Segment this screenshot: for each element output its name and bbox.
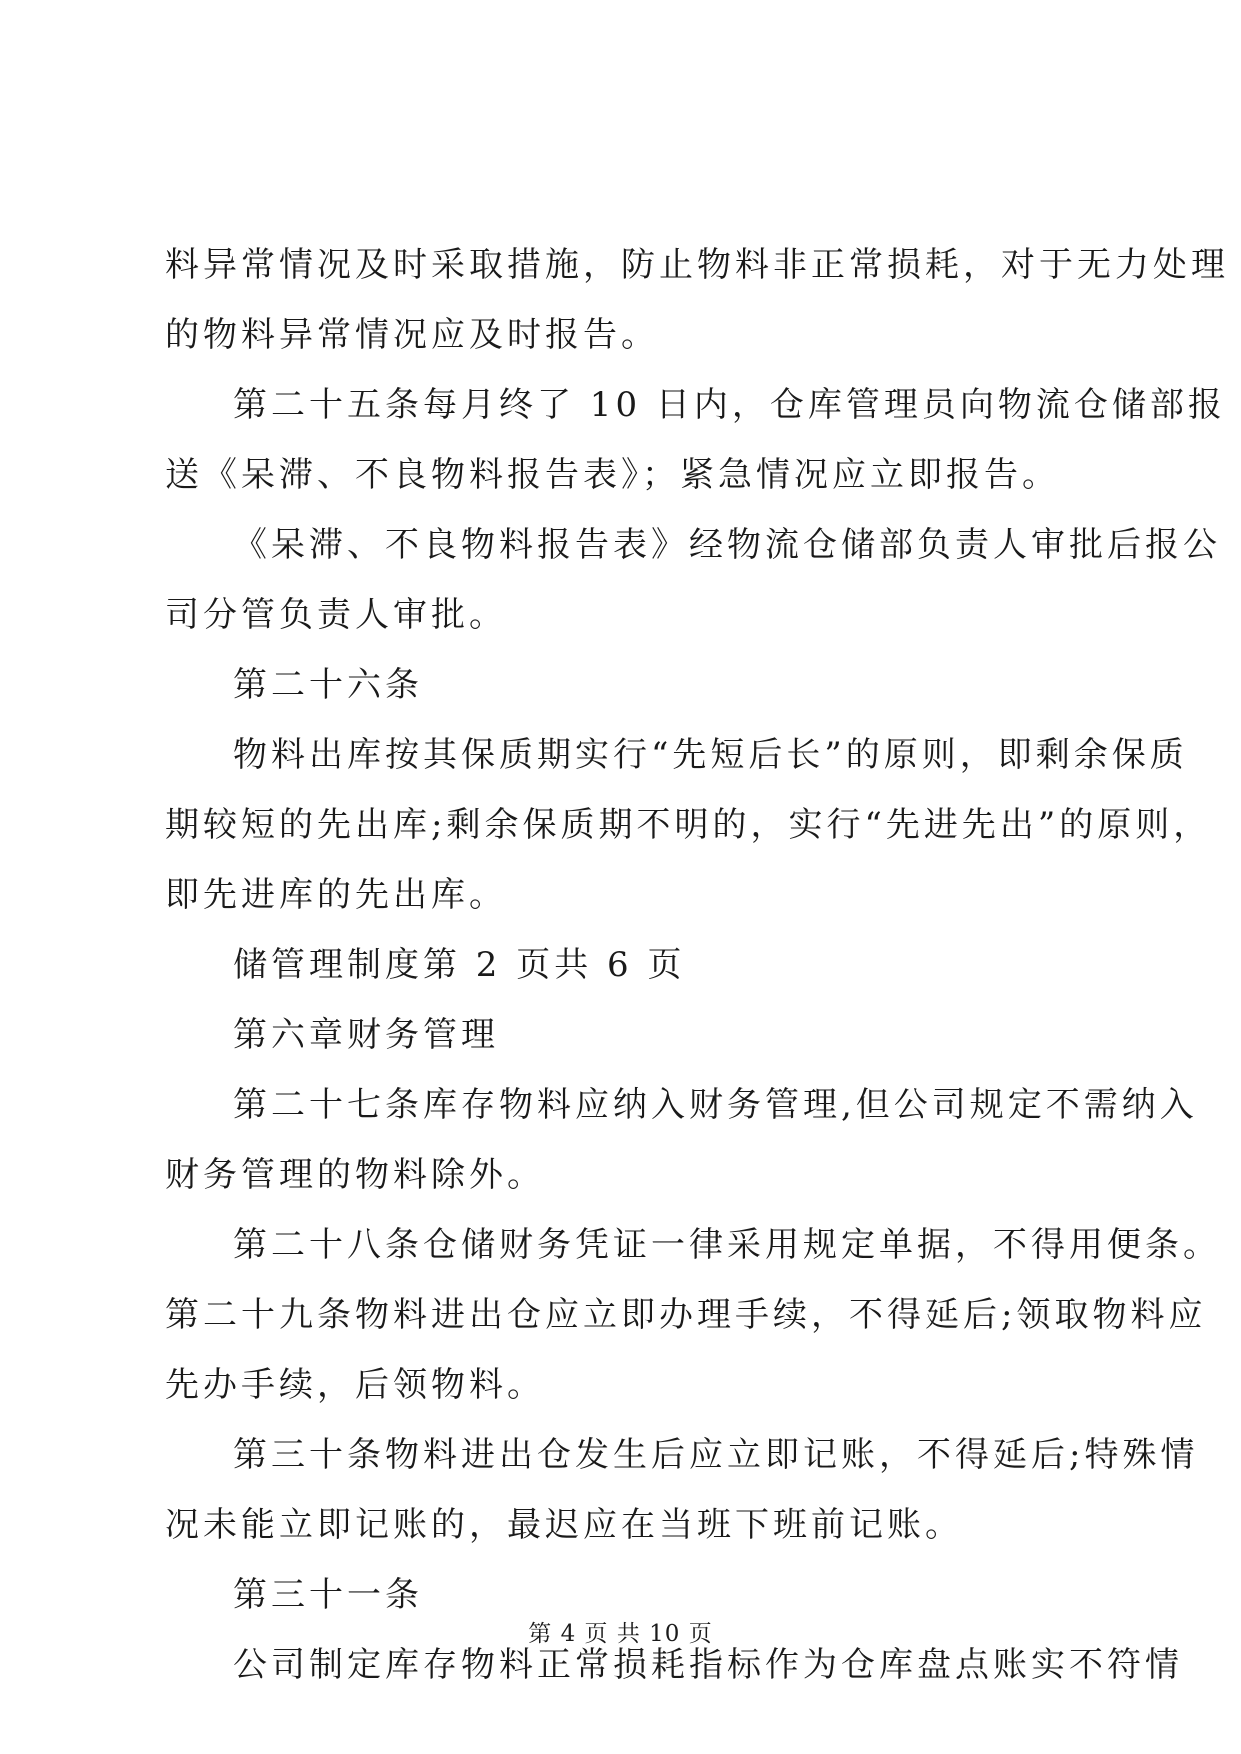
text-line: 第二十九条物料进出仓应立即办理手续，不得延后;领取物料应 bbox=[165, 1295, 1207, 1335]
text-line: 物料出库按其保质期实行“先短后长”的原则，即剩余保质 bbox=[233, 735, 1188, 775]
document-body bbox=[165, 230, 1229, 1700]
text-line: 司分管负责人审批。 bbox=[165, 595, 507, 635]
text-line: 即先进库的先出库。 bbox=[165, 875, 507, 915]
text-line: 况未能立即记账的，最迟应在当班下班前记账。 bbox=[165, 1505, 963, 1545]
text-line: 第三十一条 bbox=[233, 1575, 423, 1615]
text-line: 公司制定库存物料正常损耗指标作为仓库盘点账实不符情 bbox=[233, 1645, 1183, 1685]
text-line: 期较短的先出库;剩余保质期不明的，实行“先进先出”的原则， bbox=[165, 805, 1212, 845]
text-line: 料异常情况及时采取措施，防止物料非正常损耗，对于无力处理 bbox=[165, 245, 1229, 285]
text-line: 第六章财务管理 bbox=[233, 1015, 499, 1055]
text-line: 财务管理的物料除外。 bbox=[165, 1155, 545, 1195]
text-line: 第二十七条库存物料应纳入财务管理,但公司规定不需纳入 bbox=[233, 1085, 1198, 1125]
text-line: 储管理制度第 2 页共 6 页 bbox=[233, 945, 686, 985]
page-footer bbox=[0, 1615, 1241, 1648]
text-line: 第三十条物料进出仓发生后应立即记账，不得延后;特殊情 bbox=[233, 1435, 1199, 1475]
text-line: 第二十五条每月终了 10 日内，仓库管理员向物流仓储部报 bbox=[233, 385, 1226, 425]
page-number-label: 第 4 页 共 10 页 bbox=[528, 1621, 713, 1647]
text-line: 送《呆滞、不良物料报告表》；紧急情况应立即报告。 bbox=[165, 455, 1060, 495]
text-line: 先办手续，后领物料。 bbox=[165, 1365, 545, 1405]
text-line: 第二十六条 bbox=[233, 665, 423, 705]
text-line: 的物料异常情况应及时报告。 bbox=[165, 315, 659, 355]
text-line: 第二十八条仓储财务凭证一律采用规定单据，不得用便条。 bbox=[233, 1225, 1221, 1265]
text-line: 《呆滞、不良物料报告表》经物流仓储部负责人审批后报公 bbox=[233, 525, 1221, 565]
